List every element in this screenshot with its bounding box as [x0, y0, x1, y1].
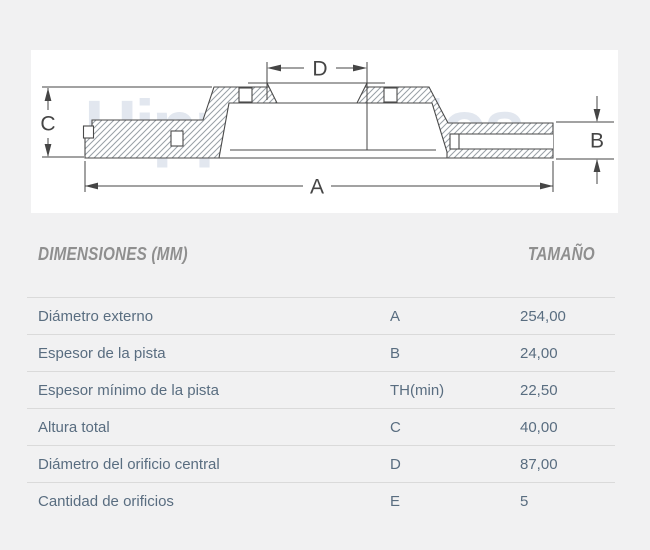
slot-step-detail	[450, 134, 459, 149]
right-track-slot	[458, 134, 553, 149]
row-value: 87,00	[520, 455, 558, 473]
disc-section-body	[84, 83, 554, 158]
arrowhead-left-icon	[267, 65, 281, 72]
row-label: Espesor de la pista	[38, 344, 166, 362]
row-label: Altura total	[38, 418, 110, 436]
arrowhead-right-icon	[540, 183, 553, 190]
row-label: Cantidad de orificios	[38, 492, 174, 510]
table-row	[27, 371, 615, 408]
table-row	[27, 334, 615, 371]
row-value: 254,00	[520, 307, 566, 325]
spec-table-header	[38, 244, 595, 265]
dim-b	[556, 96, 614, 184]
arrowhead-right-icon	[353, 65, 367, 72]
row-value: 40,00	[520, 418, 558, 436]
bolt-hole-right	[384, 88, 397, 102]
left-edge-notch	[84, 126, 94, 138]
spec-table-body	[27, 297, 615, 519]
brake-disc-cross-section	[0, 0, 650, 230]
table-row	[27, 408, 615, 445]
row-symbol: A	[390, 307, 401, 325]
arrowhead-up-icon	[594, 159, 601, 172]
row-symbol: B	[390, 344, 401, 362]
central-hole	[267, 83, 367, 103]
dim-a-label: A	[309, 175, 325, 199]
bolt-hole-left	[239, 88, 252, 102]
brake-disc-diagram	[0, 0, 650, 230]
arrowhead-down-icon	[45, 144, 52, 157]
arrowhead-down-icon	[594, 109, 601, 122]
arrowhead-up-icon	[45, 88, 52, 101]
dim-b-label: B	[589, 129, 605, 153]
row-symbol: C	[390, 418, 401, 436]
row-symbol: E	[390, 492, 401, 510]
arrowhead-left-icon	[85, 183, 98, 190]
row-label: Diámetro del orificio central	[38, 455, 220, 473]
row-symbol: TH(min)	[390, 381, 445, 399]
dimensions-heading: DIMENSIONES (MM)	[38, 244, 188, 264]
row-symbol: D	[390, 455, 401, 473]
dim-c-label: C	[40, 112, 56, 136]
row-value: 22,50	[520, 381, 558, 399]
spec-section	[0, 230, 650, 519]
row-value: 5	[520, 492, 529, 510]
dim-d-label: D	[312, 57, 328, 81]
row-value: 24,00	[520, 344, 558, 362]
row-label: Diámetro externo	[38, 307, 154, 325]
row-label: Espesor mínimo de la pista	[38, 381, 219, 399]
table-row	[27, 297, 615, 334]
size-heading: TAMAÑO	[527, 244, 595, 264]
inner-step-detail	[171, 131, 183, 146]
table-row	[27, 482, 615, 519]
table-row	[27, 445, 615, 482]
